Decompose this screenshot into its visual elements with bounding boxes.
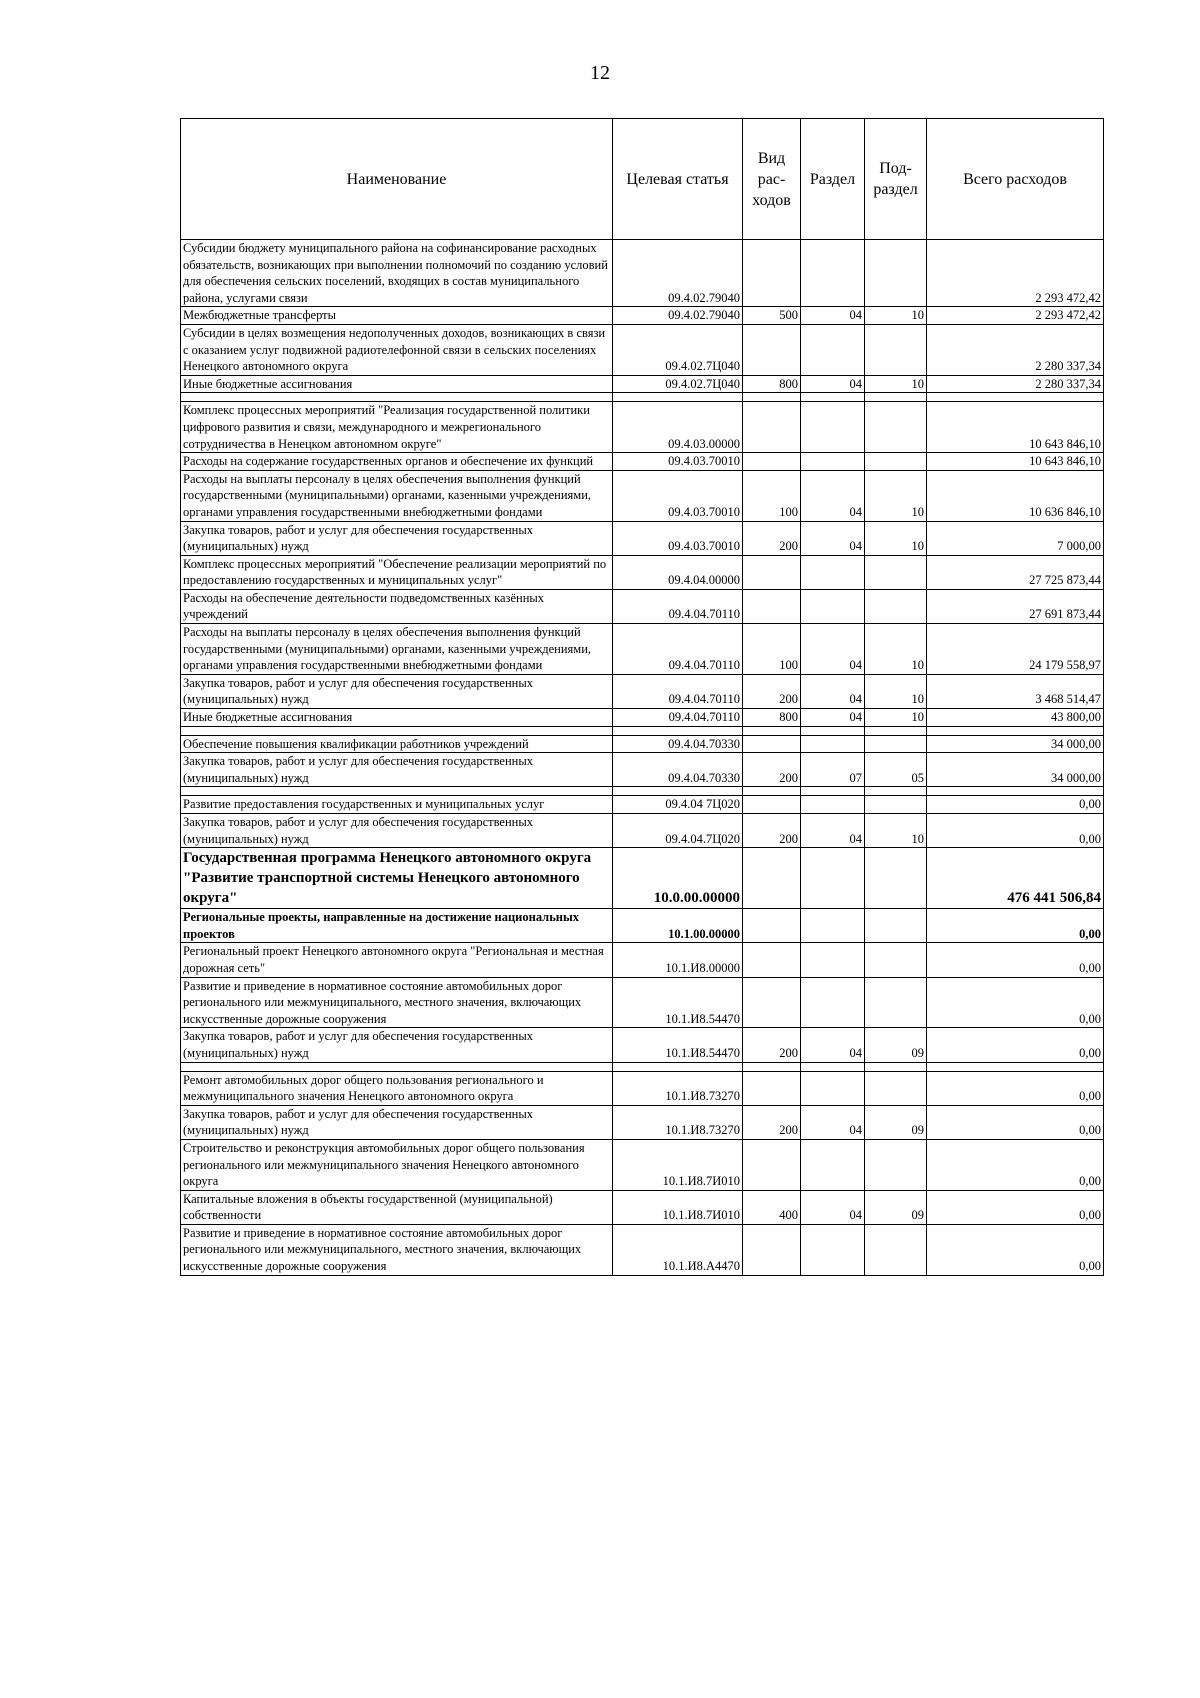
cell-target-code: 09.4.04.70110 [613,674,743,708]
cell-target-code: 09.4.04.70110 [613,709,743,727]
cell-target-code: 09.4.03.70010 [613,470,743,521]
cell-name: Региональный проект Ненецкого автономного округа "Региональная и местная дорожная сеть" [181,943,613,977]
cell-target-code: 09.4.04.70110 [613,589,743,623]
cell-name: Развитие предоставления государственных и муниципальных услуг [181,796,613,814]
cell-total: 27 691 873,44 [927,589,1104,623]
cell-name: Иные бюджетные ассигнования [181,375,613,393]
header-name: Наименование [181,119,613,240]
header-code: Целевая статья [613,119,743,240]
cell-section: 04 [801,521,865,555]
cell-expense-type [743,555,801,589]
cell-subsection: 10 [865,624,927,675]
cell-subsection: 10 [865,814,927,848]
cell-name: Закупка товаров, работ и услуг для обеспечения государственных (муниципальных) нужд [181,674,613,708]
cell-expense-type [743,1224,801,1275]
cell-section [801,909,865,943]
cell-expense-type: 200 [743,1028,801,1062]
cell-section: 04 [801,709,865,727]
table-row [181,1224,1104,1275]
cell-section: 04 [801,307,865,325]
cell-subsection: 10 [865,674,927,708]
cell-target-code: 09.4.02.79040 [613,307,743,325]
cell-subsection [865,453,927,471]
cell-target-code: 09.4.03.70010 [613,453,743,471]
spacer-cell [613,787,743,796]
cell-target-code: 09.4.02.79040 [613,240,743,307]
cell-section: 07 [801,753,865,787]
cell-subsection: 10 [865,307,927,325]
cell-total: 10 643 846,10 [927,402,1104,453]
cell-total: 0,00 [927,943,1104,977]
cell-target-code: 10.1.И8.73270 [613,1071,743,1105]
spacer-cell [181,393,613,402]
cell-name: Комплекс процессных мероприятий "Обеспечение реализации мероприятий по предоставлению государственных и муниципальных услуг" [181,555,613,589]
cell-total: 2 293 472,42 [927,307,1104,325]
cell-expense-type [743,453,801,471]
cell-subsection [865,977,927,1028]
cell-name: Государственная программа Ненецкого автономного округа "Развитие транспортной системы Ненецкого автономного округа" [181,848,613,909]
cell-expense-type [743,589,801,623]
cell-target-code: 09.4.04.70330 [613,753,743,787]
cell-section [801,796,865,814]
cell-name: Межбюджетные трансферты [181,307,613,325]
table-row [181,240,1104,307]
cell-subsection: 09 [865,1105,927,1139]
spacer-row [181,787,1104,796]
cell-expense-type [743,735,801,753]
cell-expense-type: 200 [743,521,801,555]
cell-subsection: 05 [865,753,927,787]
cell-target-code: 10.1.И8.А4470 [613,1224,743,1275]
table-row [181,1105,1104,1139]
cell-expense-type: 200 [743,1105,801,1139]
table-row [181,402,1104,453]
spacer-cell [865,393,927,402]
table-row [181,324,1104,375]
cell-name: Обеспечение повышения квалификации работников учреждений [181,735,613,753]
spacer-cell [743,726,801,735]
cell-total: 0,00 [927,1190,1104,1224]
table-row [181,814,1104,848]
cell-expense-type: 800 [743,709,801,727]
cell-section: 04 [801,674,865,708]
cell-subsection: 10 [865,521,927,555]
cell-name: Расходы на обеспечение деятельности подведомственных казённых учреждений [181,589,613,623]
spacer-cell [927,1062,1104,1071]
cell-section [801,324,865,375]
cell-subsection [865,796,927,814]
table-row [181,1028,1104,1062]
cell-total: 0,00 [927,796,1104,814]
table-row [181,307,1104,325]
cell-section: 04 [801,814,865,848]
cell-expense-type: 400 [743,1190,801,1224]
table-row [181,848,1104,909]
cell-name: Расходы на выплаты персоналу в целях обеспечения выполнения функций государственными (муниципальными) органами, казенными учреждениями, органами управления государственными внебюджетными фондами [181,624,613,675]
spacer-cell [613,726,743,735]
table-row [181,1190,1104,1224]
cell-section: 04 [801,1105,865,1139]
cell-subsection [865,402,927,453]
cell-section: 04 [801,1028,865,1062]
cell-name: Расходы на содержание государственных органов и обеспечение их функций [181,453,613,471]
spacer-cell [743,393,801,402]
cell-total: 0,00 [927,1139,1104,1190]
table-row [181,375,1104,393]
cell-target-code: 09.4.04.00000 [613,555,743,589]
cell-section [801,555,865,589]
cell-total: 0,00 [927,814,1104,848]
cell-total: 0,00 [927,1071,1104,1105]
cell-subsection [865,909,927,943]
cell-total: 2 293 472,42 [927,240,1104,307]
cell-target-code: 10.1.И8.7И010 [613,1139,743,1190]
cell-total: 0,00 [927,909,1104,943]
spacer-cell [613,393,743,402]
cell-subsection [865,943,927,977]
cell-name: Расходы на выплаты персоналу в целях обеспечения выполнения функций государственными (муниципальными) органами, казенными учреждениями, органами управления государственными внебюджетными фондами [181,470,613,521]
table-row [181,735,1104,753]
spacer-row [181,1062,1104,1071]
cell-total: 24 179 558,97 [927,624,1104,675]
header-podrazdel: Под-раздел [865,119,927,240]
cell-name: Закупка товаров, работ и услуг для обеспечения государственных (муниципальных) нужд [181,814,613,848]
cell-expense-type [743,324,801,375]
header-vid: Вид рас-ходов [743,119,801,240]
cell-subsection [865,324,927,375]
table-row [181,555,1104,589]
cell-name: Закупка товаров, работ и услуг для обеспечения государственных (муниципальных) нужд [181,1105,613,1139]
cell-target-code: 10.1.И8.00000 [613,943,743,977]
spacer-cell [927,393,1104,402]
cell-target-code: 09.4.03.70010 [613,521,743,555]
cell-subsection: 10 [865,709,927,727]
cell-total: 10 643 846,10 [927,453,1104,471]
cell-name: Региональные проекты, направленные на достижение национальных проектов [181,909,613,943]
cell-section [801,453,865,471]
cell-expense-type [743,848,801,909]
header-total: Всего расходов [927,119,1104,240]
spacer-cell [927,787,1104,796]
cell-expense-type: 100 [743,470,801,521]
spacer-cell [865,787,927,796]
cell-section: 04 [801,375,865,393]
cell-subsection [865,589,927,623]
cell-total: 0,00 [927,1105,1104,1139]
cell-section [801,589,865,623]
table-row [181,453,1104,471]
table-row [181,521,1104,555]
cell-expense-type: 200 [743,753,801,787]
cell-section: 04 [801,624,865,675]
cell-name: Субсидии в целях возмещения недополученных доходов, возникающих в связи с оказанием услуг подвижной радиотелефонной связи в сельских поселениях Ненецкого автономного округа [181,324,613,375]
cell-name: Закупка товаров, работ и услуг для обеспечения государственных (муниципальных) нужд [181,521,613,555]
cell-total: 27 725 873,44 [927,555,1104,589]
spacer-row [181,726,1104,735]
table-row [181,589,1104,623]
cell-total: 34 000,00 [927,735,1104,753]
cell-subsection: 10 [865,375,927,393]
cell-target-code: 10.1.И8.73270 [613,1105,743,1139]
cell-target-code: 10.1.И8.7И010 [613,1190,743,1224]
cell-total: 3 468 514,47 [927,674,1104,708]
spacer-cell [927,726,1104,735]
table-row [181,470,1104,521]
cell-subsection [865,848,927,909]
table-row [181,709,1104,727]
cell-section: 04 [801,1190,865,1224]
cell-expense-type [743,977,801,1028]
cell-section [801,1224,865,1275]
cell-total: 2 280 337,34 [927,375,1104,393]
cell-name: Капитальные вложения в объекты государственной (муниципальной) собственности [181,1190,613,1224]
table-header-row [181,119,1104,240]
spacer-cell [181,726,613,735]
cell-target-code: 09.4.02.7Ц040 [613,375,743,393]
cell-expense-type: 800 [743,375,801,393]
cell-expense-type [743,402,801,453]
cell-subsection: 09 [865,1190,927,1224]
spacer-cell [801,1062,865,1071]
table-row [181,1139,1104,1190]
cell-target-code: 10.1.00.00000 [613,909,743,943]
cell-subsection [865,240,927,307]
budget-table [180,118,1104,1276]
cell-expense-type [743,1071,801,1105]
cell-expense-type: 200 [743,674,801,708]
cell-name: Комплекс процессных мероприятий "Реализация государственной политики цифрового развития и связи, международного и межрегионального сотрудничества в Ненецком автономном округе" [181,402,613,453]
cell-expense-type [743,1139,801,1190]
cell-subsection: 09 [865,1028,927,1062]
cell-total: 476 441 506,84 [927,848,1104,909]
cell-subsection: 10 [865,470,927,521]
table-row [181,909,1104,943]
table-row [181,753,1104,787]
cell-target-code: 09.4.04.70110 [613,624,743,675]
spacer-cell [801,787,865,796]
cell-subsection [865,555,927,589]
cell-target-code: 10.1.И8.54470 [613,977,743,1028]
cell-section: 04 [801,470,865,521]
cell-target-code: 09.4.04.70330 [613,735,743,753]
cell-total: 0,00 [927,1028,1104,1062]
cell-expense-type: 100 [743,624,801,675]
cell-section [801,240,865,307]
cell-section [801,848,865,909]
cell-target-code: 09.4.04.7Ц020 [613,814,743,848]
spacer-cell [801,393,865,402]
spacer-cell [181,787,613,796]
spacer-cell [743,787,801,796]
cell-section [801,402,865,453]
cell-name: Закупка товаров, работ и услуг для обеспечения государственных (муниципальных) нужд [181,753,613,787]
table-row [181,796,1104,814]
spacer-cell [743,1062,801,1071]
cell-target-code: 10.0.00.00000 [613,848,743,909]
cell-total: 34 000,00 [927,753,1104,787]
spacer-cell [865,1062,927,1071]
cell-name: Развитие и приведение в нормативное состояние автомобильных дорог регионального или межмуниципального, местного значения, включающих искусственные дорожные сооружения [181,1224,613,1275]
cell-subsection [865,1224,927,1275]
cell-name: Строительство и реконструкция автомобильных дорог общего пользования регионального или межмуниципального значения Ненецкого автономного округа [181,1139,613,1190]
cell-total: 2 280 337,34 [927,324,1104,375]
cell-section [801,1139,865,1190]
cell-expense-type [743,909,801,943]
spacer-cell [865,726,927,735]
cell-subsection [865,1071,927,1105]
cell-target-code: 09.4.03.00000 [613,402,743,453]
cell-expense-type: 200 [743,814,801,848]
cell-name: Иные бюджетные ассигнования [181,709,613,727]
table-row [181,624,1104,675]
table-row [181,977,1104,1028]
cell-expense-type: 500 [743,307,801,325]
page-number: 12 [590,62,610,84]
cell-total: 43 800,00 [927,709,1104,727]
cell-total: 0,00 [927,977,1104,1028]
cell-expense-type [743,240,801,307]
spacer-cell [801,726,865,735]
cell-name: Развитие и приведение в нормативное состояние автомобильных дорог регионального или межмуниципального, местного значения, включающих искусственные дорожные сооружения [181,977,613,1028]
cell-section [801,1071,865,1105]
cell-name: Ремонт автомобильных дорог общего пользования регионального и межмуниципального значения Ненецкого автономного округа [181,1071,613,1105]
cell-total: 0,00 [927,1224,1104,1275]
cell-name: Закупка товаров, работ и услуг для обеспечения государственных (муниципальных) нужд [181,1028,613,1062]
cell-expense-type [743,796,801,814]
cell-total: 7 000,00 [927,521,1104,555]
table-row [181,1071,1104,1105]
cell-target-code: 09.4.04 7Ц020 [613,796,743,814]
cell-total: 10 636 846,10 [927,470,1104,521]
spacer-row [181,393,1104,402]
cell-section [801,977,865,1028]
cell-section [801,735,865,753]
cell-name: Субсидии бюджету муниципального района на софинансирование расходных обязательств, возникающих при выполнении полномочий по созданию условий для обеспечения сельских поселений, входящих в состав муниципального района, услугами связи [181,240,613,307]
header-razdel: Раздел [801,119,865,240]
cell-target-code: 09.4.02.7Ц040 [613,324,743,375]
cell-subsection [865,735,927,753]
table-row [181,674,1104,708]
spacer-cell [613,1062,743,1071]
cell-target-code: 10.1.И8.54470 [613,1028,743,1062]
cell-subsection [865,1139,927,1190]
table-row [181,943,1104,977]
spacer-cell [181,1062,613,1071]
cell-section [801,943,865,977]
cell-expense-type [743,943,801,977]
